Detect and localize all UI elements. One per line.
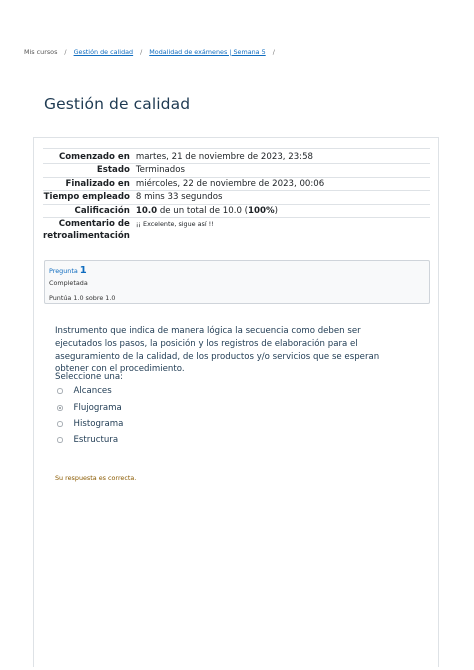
- summary-row-finished: [43, 177, 430, 190]
- grade-percent: 100%: [248, 205, 275, 216]
- summary-row-grade: [43, 204, 430, 217]
- question-grade: Puntúa 1.0 sobre 1.0: [49, 294, 116, 302]
- radio-button[interactable]: [57, 437, 63, 443]
- summary-row-state: [43, 164, 430, 177]
- summary-value: 8 mins 33 segundos: [136, 191, 430, 204]
- breadcrumb-course-link[interactable]: Gestión de calidad: [73, 48, 134, 56]
- breadcrumb-separator: /: [140, 48, 143, 56]
- question-number: [49, 265, 429, 276]
- summary-label: Finalizado en: [43, 177, 136, 190]
- answer-feedback: Su respuesta es correcta.: [55, 474, 137, 482]
- breadcrumb: [24, 48, 282, 56]
- page-title: Gestión de calidad: [44, 95, 191, 113]
- option-alcances[interactable]: [55, 386, 112, 396]
- grade-close: ): [274, 205, 278, 216]
- summary-label: Comentario de retroalimentación: [43, 218, 136, 243]
- answer-prompt: Seleccione una:: [55, 372, 124, 382]
- summary-value: Terminados: [136, 164, 430, 177]
- quiz-review-panel: [33, 137, 439, 667]
- summary-row-time-taken: [43, 191, 430, 204]
- question-label: Pregunta: [49, 267, 78, 275]
- breadcrumb-section-link[interactable]: Modalidad de exámenes | Semana 5: [149, 48, 266, 56]
- summary-label: Estado: [43, 164, 136, 177]
- breadcrumb-home[interactable]: Mis cursos: [24, 48, 58, 56]
- grade-total: de un total de 10.0 (: [157, 205, 248, 216]
- breadcrumb-separator: /: [272, 48, 275, 56]
- option-flujograma[interactable]: [55, 403, 122, 413]
- grade-score: 10.0: [135, 205, 158, 216]
- option-label: Flujograma: [73, 403, 122, 413]
- option-label: Alcances: [73, 386, 112, 396]
- option-label: Histograma: [73, 419, 124, 429]
- attempt-summary-table: [43, 148, 430, 243]
- summary-value: ¡¡ Excelente, sigue así !!: [136, 218, 430, 243]
- summary-label: Calificación: [43, 204, 136, 217]
- summary-value: [136, 204, 430, 217]
- summary-value: miércoles, 22 de noviembre de 2023, 00:06: [136, 177, 430, 190]
- radio-button[interactable]: [57, 388, 63, 394]
- summary-row-feedback: [43, 218, 430, 243]
- option-estructura[interactable]: [55, 435, 118, 445]
- summary-value: martes, 21 de noviembre de 2023, 23:58: [136, 149, 430, 164]
- breadcrumb-separator: /: [64, 48, 67, 56]
- option-label: Estructura: [73, 435, 119, 445]
- summary-label: Comenzado en: [43, 149, 136, 164]
- question-info-box: [44, 260, 430, 304]
- summary-label: Tiempo empleado: [43, 191, 136, 204]
- radio-button[interactable]: [57, 421, 63, 427]
- question-number-value: 1: [79, 265, 87, 276]
- option-histograma[interactable]: [55, 419, 123, 429]
- question-state: Completada: [49, 279, 88, 287]
- question-text: Instrumento que indica de manera lógica la secuencia como deben ser ejecutados los pasos, la posición y los registros de elaboración para el aseguramiento de la calidad, de los productos y/o servicios que se esperan obtener con el procedimiento.: [55, 326, 380, 375]
- summary-row-started: [43, 149, 430, 164]
- radio-button-selected[interactable]: [57, 405, 63, 411]
